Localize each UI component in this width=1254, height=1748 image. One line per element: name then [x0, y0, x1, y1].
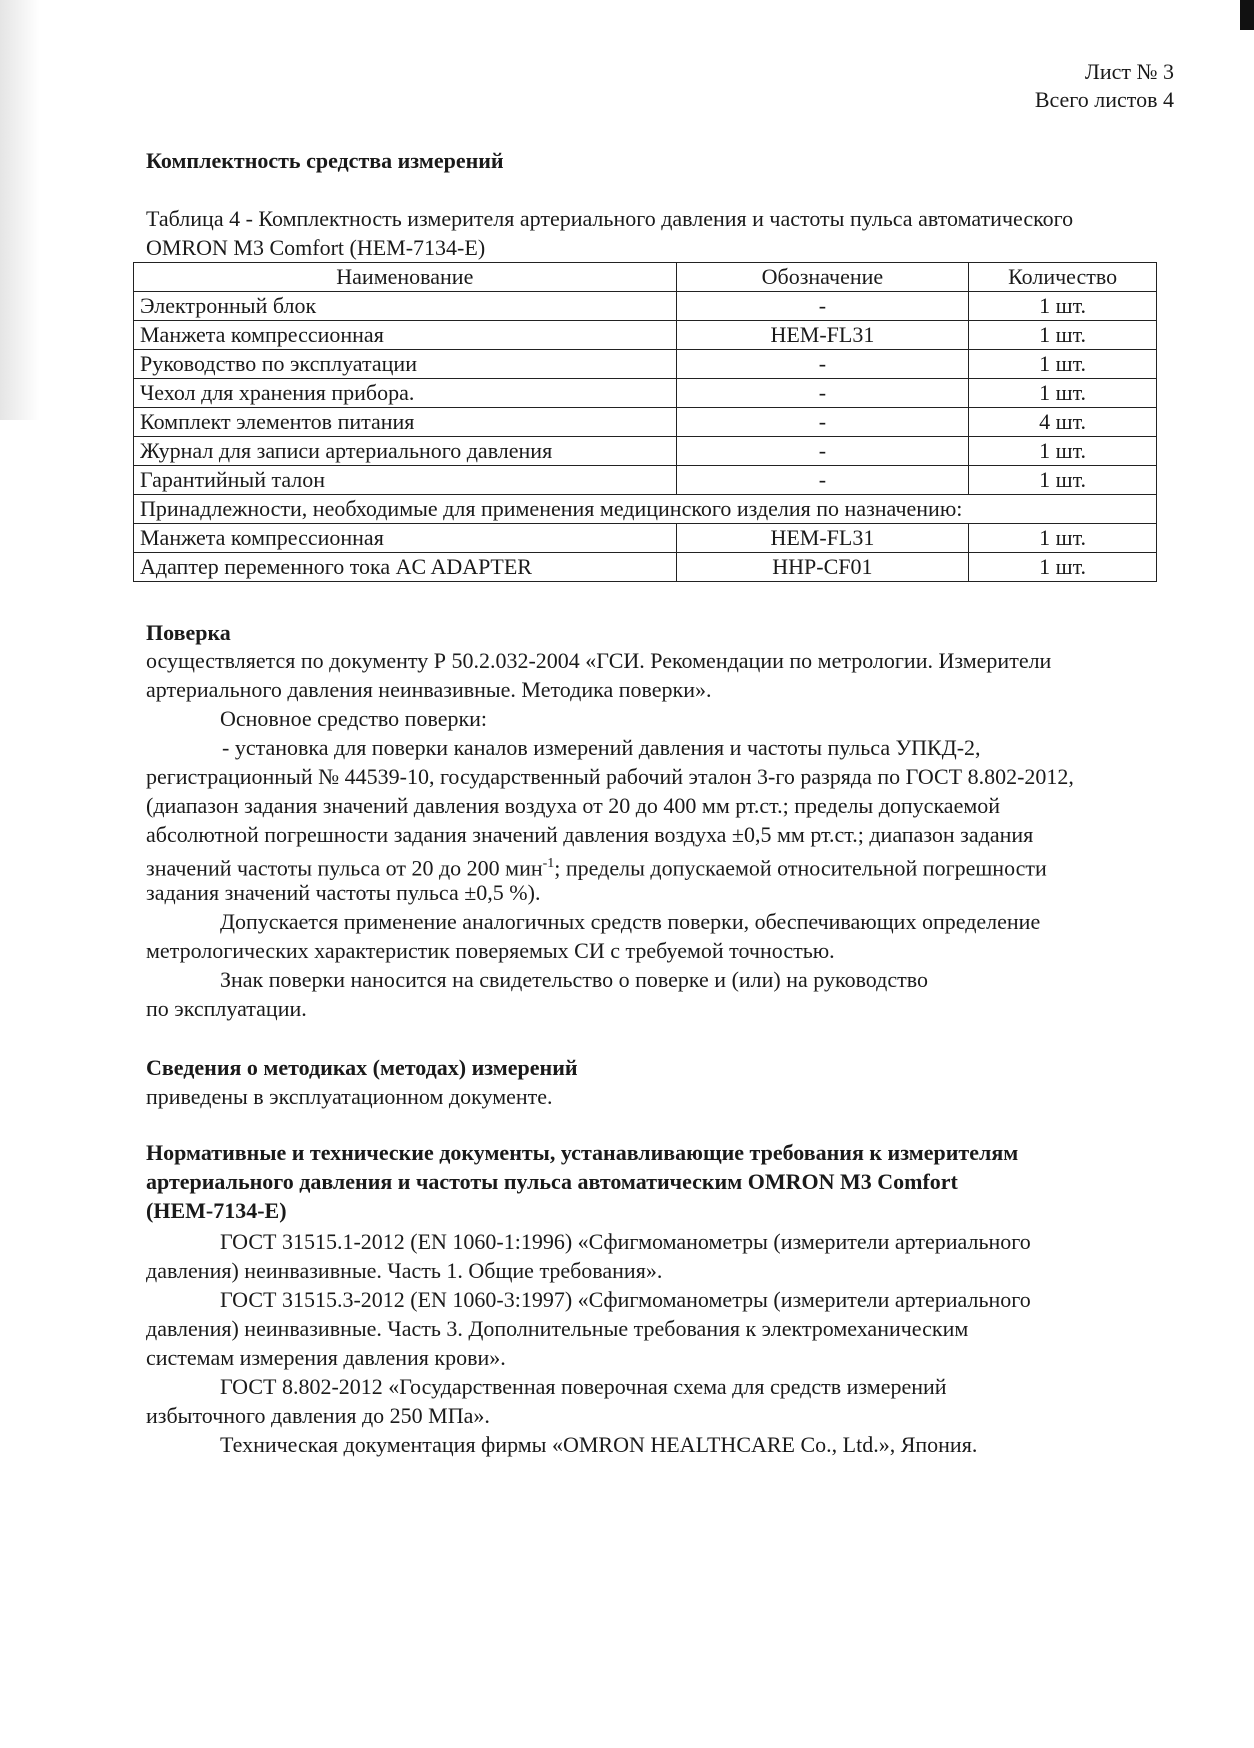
header-code: Обозначение	[676, 263, 969, 292]
row-code: -	[676, 379, 969, 408]
row-code: -	[676, 466, 969, 495]
normative-doc1-line1: ГОСТ 31515.1-2012 (EN 1060-1:1996) «Сфигмоманометры (измерители артериального	[220, 1229, 1031, 1254]
verification-item-line3: (диапазон задания значений давления воздуха от 20 до 400 мм рт.ст.; пределы допускаемой	[146, 793, 1001, 818]
row-qty: 1 шт.	[969, 292, 1157, 321]
row-name: Электронный блок	[134, 292, 677, 321]
row-qty: 1 шт.	[969, 466, 1157, 495]
methods-heading: Сведения о методиках (методах) измерений	[146, 1055, 578, 1080]
row-qty: 1 шт.	[969, 524, 1157, 553]
table-caption-line2: OMRON M3 Comfort (HEM-7134-E)	[146, 235, 486, 260]
table-row	[134, 379, 1157, 408]
row-name: Чехол для хранения прибора.	[134, 379, 677, 408]
row-qty: 1 шт.	[969, 437, 1157, 466]
row-name: Адаптер переменного тока AC ADAPTER	[134, 553, 677, 582]
table-row	[134, 350, 1157, 379]
row-name: Руководство по эксплуатации	[134, 350, 677, 379]
accessories-section-label: Принадлежности, необходимые для применения медицинского изделия по назначению:	[134, 495, 1157, 524]
normative-doc4: Техническая документация фирмы «OMRON HEALTHCARE Co., Ltd.», Япония.	[220, 1432, 978, 1457]
verification-item-line4: абсолютной погрешности задания значений давления воздуха ±0,5 мм рт.ст.; диапазон задания	[146, 822, 1034, 847]
normative-doc3-line2: избыточного давления до 250 МПа».	[146, 1403, 490, 1428]
normative-heading-line2: артериального давления и частоты пульса автоматическим OMRON M3 Comfort	[146, 1169, 958, 1194]
verification-analog-line1: Допускается применение аналогичных средств поверки, обеспечивающих определение	[220, 909, 1041, 934]
verification-item-line1: - установка для поверки каналов измерений давления и частоты пульса УПКД-2,	[222, 735, 981, 760]
row-qty: 4 шт.	[969, 408, 1157, 437]
normative-doc3-line1: ГОСТ 8.802-2012 «Государственная поверочная схема для средств измерений	[220, 1374, 947, 1399]
table-row	[134, 524, 1157, 553]
normative-heading-line3: (HEM-7134-E)	[146, 1198, 287, 1223]
sheet-number: Лист № 3	[1084, 59, 1174, 84]
row-code: -	[676, 408, 969, 437]
verification-analog-line2: метрологических характеристик поверяемых СИ с требуемой точностью.	[146, 938, 835, 963]
header-name: Наименование	[134, 263, 677, 292]
row-name: Журнал для записи артериального давления	[134, 437, 677, 466]
completeness-table	[133, 262, 1157, 582]
table-row	[134, 553, 1157, 582]
table-row	[134, 292, 1157, 321]
verification-line2: артериального давления неинвазивные. Методика поверки».	[146, 677, 712, 702]
verification-line1: осуществляется по документу Р 50.2.032-2004 «ГСИ. Рекомендации по метрологии. Измерители	[146, 648, 1052, 673]
normative-heading-line1: Нормативные и технические документы, устанавливающие требования к измерителям	[146, 1140, 1019, 1165]
table-row	[134, 437, 1157, 466]
sheet-info	[1035, 58, 1174, 114]
methods-text: приведены в эксплуатационном документе.	[146, 1084, 553, 1109]
row-name: Комплект элементов питания	[134, 408, 677, 437]
scan-corner-mark	[1240, 0, 1254, 30]
header-qty: Количество	[969, 263, 1157, 292]
verification-heading: Поверка	[146, 620, 231, 645]
verification-sign-line1: Знак поверки наносится на свидетельство о поверке и (или) на руководство	[220, 967, 928, 992]
verification-main-means: Основное средство поверки:	[220, 706, 488, 731]
verification-item-line5-b: ; пределы допускаемой относительной погрешности	[554, 855, 1047, 881]
table-row	[134, 321, 1157, 350]
normative-doc2-line2: давления) неинвазивные. Часть 3. Дополнительные требования к электромеханическим	[146, 1316, 969, 1341]
completeness-heading: Комплектность средства измерений	[146, 148, 504, 173]
normative-doc2-line1: ГОСТ 31515.3-2012 (EN 1060-3:1997) «Сфигмоманометры (измерители артериального	[220, 1287, 1031, 1312]
sheet-total: Всего листов 4	[1034, 87, 1174, 112]
verification-sign-line2: по эксплуатации.	[146, 996, 307, 1021]
verification-item-line6: задания значений частоты пульса ±0,5 %).	[146, 880, 541, 905]
table-caption-line1: Таблица 4 - Комплектность измерителя артериального давления и частоты пульса автоматического	[146, 206, 1074, 231]
row-code: -	[676, 350, 969, 379]
table-row	[134, 466, 1157, 495]
row-qty: 1 шт.	[969, 379, 1157, 408]
table-header-row	[134, 263, 1157, 292]
normative-doc2-line3: системам измерения давления крови».	[146, 1345, 506, 1370]
verification-item-line5-a: значений частоты пульса от 20 до 200 мин	[146, 855, 543, 881]
verification-item-line5-sup: -1	[542, 856, 555, 871]
row-code: HEM-FL31	[676, 524, 969, 553]
row-code: -	[676, 437, 969, 466]
table-row	[134, 408, 1157, 437]
verification-item-line2: регистрационный № 44539-10, государственный рабочий эталон 3-го разряда по ГОСТ 8.802-2012,	[146, 764, 1074, 789]
row-qty: 1 шт.	[969, 321, 1157, 350]
row-name: Манжета компрессионная	[134, 321, 677, 350]
table-section-row	[134, 495, 1157, 524]
row-name: Манжета компрессионная	[134, 524, 677, 553]
row-qty: 1 шт.	[969, 553, 1157, 582]
row-code: HHP-CF01	[676, 553, 969, 582]
normative-doc1-line2: давления) неинвазивные. Часть 1. Общие требования».	[146, 1258, 663, 1283]
row-name: Гарантийный талон	[134, 466, 677, 495]
row-qty: 1 шт.	[969, 350, 1157, 379]
scan-shadow	[0, 0, 40, 420]
row-code: HEM-FL31	[676, 321, 969, 350]
row-code: -	[676, 292, 969, 321]
